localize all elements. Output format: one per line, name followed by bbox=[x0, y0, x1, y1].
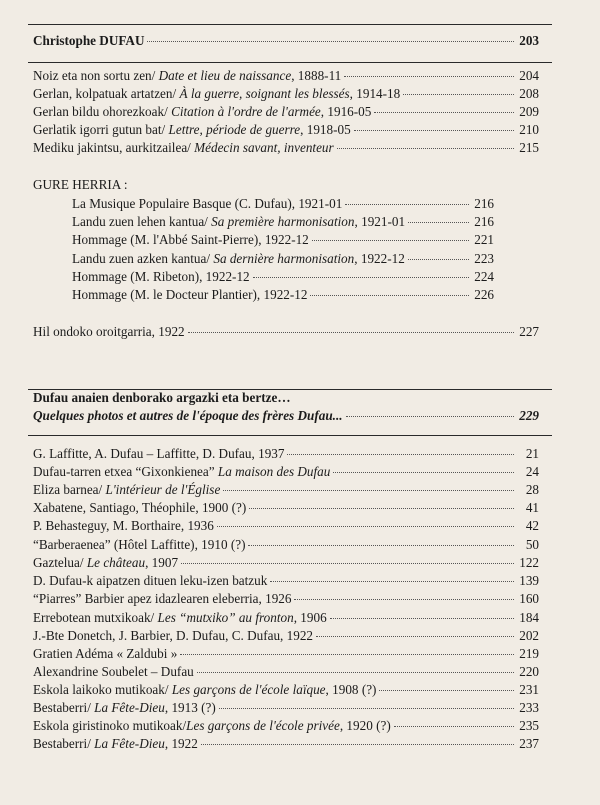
entry-title bbox=[33, 700, 216, 716]
toc-entry bbox=[33, 610, 539, 626]
page-number: 122 bbox=[519, 555, 539, 570]
page-number: 42 bbox=[525, 518, 539, 533]
top-rule bbox=[28, 24, 552, 25]
entry-title-italic: Les garçons de l'école laïque bbox=[171, 682, 326, 697]
entry-title bbox=[33, 610, 327, 626]
section-heading: GURE HERRIA : bbox=[33, 177, 128, 192]
page-number: 235 bbox=[519, 718, 539, 733]
entry-title-text: Hommage (M. l'Abbé Saint-Pierre), 1922-12 bbox=[72, 232, 309, 247]
entry-title-italic: La Fête-Dieu bbox=[94, 736, 165, 751]
entry-title-text: G. Laffitte, A. Dufau – Laffitte, D. Dufau, 1937 bbox=[33, 446, 285, 461]
entry-title-text: “Barberaenea” (Hôtel Laffitte), 1910 (?) bbox=[33, 537, 246, 552]
entry-title-text: Gaztelua/ bbox=[33, 555, 87, 570]
entry-title-italic: Lettre, période de guerre bbox=[168, 122, 301, 137]
dot-leader bbox=[287, 454, 514, 455]
toc-entry bbox=[33, 86, 539, 102]
page-number: 184 bbox=[519, 610, 539, 625]
page-number: 233 bbox=[519, 700, 539, 715]
entry-title-text: Xabatene, Santiago, Théophile, 1900 (?) bbox=[33, 500, 247, 515]
entry-title bbox=[33, 555, 178, 571]
dot-leader bbox=[201, 744, 514, 745]
toc-entry bbox=[33, 718, 539, 734]
dot-leader bbox=[253, 277, 469, 278]
entry-title-italic: La Fête-Dieu bbox=[94, 700, 165, 715]
entry-title-text: Christophe DUFAU bbox=[33, 33, 145, 48]
entry-title bbox=[33, 482, 220, 498]
entry-title bbox=[33, 628, 313, 644]
page-number: 41 bbox=[525, 500, 539, 515]
entry-title-text: Quelques photos et autres de l'époque des frères Dufau... bbox=[33, 408, 343, 423]
entry-title bbox=[33, 573, 267, 589]
dot-leader bbox=[223, 490, 514, 491]
entry-title bbox=[33, 591, 291, 607]
entry-title-text: D. Dufau-k aipatzen dituen leku-izen batzuk bbox=[33, 573, 268, 588]
entry-title-italic: Les “mutxiko” au fronton bbox=[157, 610, 294, 625]
toc-entry bbox=[33, 140, 539, 156]
page-number: 216 bbox=[474, 214, 494, 229]
toc-entry bbox=[33, 68, 539, 84]
dot-leader bbox=[345, 204, 469, 205]
toc-entry bbox=[33, 482, 539, 498]
page-number: 208 bbox=[519, 86, 539, 101]
entry-title-text: Hommage (M. le Docteur Plantier), 1922-12 bbox=[72, 287, 308, 302]
toc-entry bbox=[72, 287, 494, 303]
entry-title-text: , 1916-05 bbox=[320, 104, 372, 119]
entry-title bbox=[33, 518, 214, 534]
dot-leader bbox=[346, 416, 514, 417]
toc-entry bbox=[33, 555, 539, 571]
page-number: 223 bbox=[474, 251, 494, 266]
toc-entry bbox=[72, 196, 494, 212]
page-number: 237 bbox=[519, 736, 539, 751]
entry-title-text: Alexandrine Soubelet – Dufau bbox=[33, 664, 194, 679]
entry-title-text: Bestaberri/ bbox=[33, 700, 95, 715]
dot-leader bbox=[181, 563, 514, 564]
entry-title-text: La Musique Populaire Basque (C. Dufau), 1921-01 bbox=[72, 196, 343, 211]
dot-leader bbox=[337, 148, 514, 149]
entry-title-text: , 1914-18 bbox=[349, 86, 401, 101]
entry-title-text: Gerlan, kolpatuak artatzen/ bbox=[33, 86, 180, 101]
dot-leader bbox=[354, 130, 514, 131]
entry-title bbox=[33, 68, 341, 84]
entry-title-text: , 1922 bbox=[164, 736, 198, 751]
entry-title-text: Errebotean mutxikoak/ bbox=[33, 610, 158, 625]
dot-leader bbox=[394, 726, 514, 727]
toc-entry bbox=[72, 214, 494, 230]
entry-title-text: P. Behasteguy, M. Borthaire, 1936 bbox=[33, 518, 214, 533]
entry-title-text: , 1906 bbox=[293, 610, 327, 625]
entry-title bbox=[33, 718, 391, 734]
toc-entry bbox=[72, 269, 494, 285]
toc-entry bbox=[33, 518, 539, 534]
entry-title bbox=[33, 408, 343, 424]
entry-title-italic: Sa première harmonisation bbox=[211, 214, 355, 229]
page-number: 203 bbox=[519, 33, 539, 48]
page-number: 24 bbox=[525, 464, 539, 479]
entry-title-italic: Sa dernière harmonisation bbox=[213, 251, 355, 266]
page-number: 202 bbox=[519, 628, 539, 643]
entry-title-text: Landu zuen lehen kantua/ bbox=[72, 214, 212, 229]
entry-title-text: “Piarres” Barbier apez idazlearen eleberria, 1926 bbox=[33, 591, 292, 606]
dot-leader bbox=[197, 672, 514, 673]
dot-leader bbox=[248, 545, 514, 546]
dot-leader bbox=[379, 690, 514, 691]
entry-title-text: , 1888-11 bbox=[291, 68, 342, 83]
page-number: 139 bbox=[519, 573, 539, 588]
entry-title bbox=[33, 464, 330, 480]
entry-title-text: Gerlatik igorri gutun bat/ bbox=[33, 122, 169, 137]
entry-title-italic: Date et lieu de naissance bbox=[158, 68, 292, 83]
entry-title-text: Gerlan bildu ohorezkoak/ bbox=[33, 104, 172, 119]
page-number: 227 bbox=[519, 324, 539, 339]
toc-entry bbox=[33, 700, 539, 716]
toc-entry bbox=[33, 324, 539, 340]
entry-title bbox=[33, 122, 351, 138]
entry-title-italic: La maison des Dufau bbox=[217, 464, 331, 479]
entry-title-text: Eskola giristinoko mutikoak/ bbox=[33, 718, 187, 733]
page-number: 210 bbox=[519, 122, 539, 137]
page-number: 215 bbox=[519, 140, 539, 155]
entry-title bbox=[33, 500, 246, 516]
page-number: 224 bbox=[474, 269, 494, 284]
page-number: 231 bbox=[519, 682, 539, 697]
toc-entry bbox=[33, 682, 539, 698]
toc-entry bbox=[33, 500, 539, 516]
page-number: 226 bbox=[474, 287, 494, 302]
dot-leader bbox=[374, 112, 514, 113]
dot-leader bbox=[310, 295, 469, 296]
entry-title bbox=[33, 664, 194, 680]
entry-title-text: , 1922-12 bbox=[354, 251, 405, 266]
dot-leader bbox=[180, 654, 514, 655]
dot-leader bbox=[408, 259, 469, 260]
toc-entry bbox=[33, 464, 539, 480]
dot-leader bbox=[188, 332, 514, 333]
toc-entry bbox=[33, 104, 539, 120]
dot-leader bbox=[408, 222, 469, 223]
entry-title-text: Hommage (M. Ribeton), 1922-12 bbox=[72, 269, 250, 284]
entry-title bbox=[33, 446, 284, 462]
toc-entry bbox=[33, 573, 539, 589]
toc-entry bbox=[33, 591, 539, 607]
entry-title bbox=[72, 269, 250, 285]
page-number: 220 bbox=[519, 664, 539, 679]
entry-title bbox=[33, 140, 334, 156]
entry-title bbox=[72, 287, 307, 303]
entry-title bbox=[72, 214, 405, 230]
entry-title-text: Hil ondoko oroitgarria, 1922 bbox=[33, 324, 185, 339]
entry-title-italic: Les garçons de l'école privée bbox=[186, 718, 340, 733]
entry-title bbox=[72, 251, 405, 267]
entry-title-text: Noiz eta non sortu zen/ bbox=[33, 68, 159, 83]
entry-title bbox=[33, 86, 400, 102]
page-number: 50 bbox=[525, 537, 539, 552]
entry-title bbox=[72, 232, 309, 248]
entry-title bbox=[33, 736, 198, 752]
section-rule-1 bbox=[28, 62, 552, 63]
dot-leader bbox=[249, 508, 514, 509]
entry-title bbox=[33, 104, 371, 120]
toc-entry bbox=[72, 232, 494, 248]
toc-entry bbox=[72, 251, 494, 267]
page-number: 221 bbox=[474, 232, 494, 247]
dot-leader bbox=[294, 599, 514, 600]
entry-title bbox=[33, 646, 177, 662]
entry-title-text: , 1913 (?) bbox=[164, 700, 216, 715]
entry-title-text: , 1921-01 bbox=[354, 214, 406, 229]
entry-title-text: Dufau-tarren etxea “Gixonkienea” bbox=[33, 464, 218, 479]
entry-title-text: , 1908 (?) bbox=[325, 682, 377, 697]
toc-entry bbox=[33, 664, 539, 680]
entry-title-text: , 1920 (?) bbox=[339, 718, 391, 733]
entry-title bbox=[33, 324, 185, 340]
entry-title-text: Eliza barnea/ bbox=[33, 482, 106, 497]
entry-title-text: Mediku jakintsu, aurkitzailea/ bbox=[33, 140, 195, 155]
entry-title-italic: L'intérieur de l'Église bbox=[105, 482, 221, 497]
entry-title-text: J.-Bte Donetch, J. Barbier, D. Dufau, C. Dufau, 1922 bbox=[33, 628, 314, 643]
page-number: 209 bbox=[519, 104, 539, 119]
entry-title-italic: Le château bbox=[86, 555, 146, 570]
dot-leader bbox=[330, 618, 514, 619]
entry-title-text: Gratien Adéma « Zaldubi » bbox=[33, 646, 178, 661]
entry-title bbox=[33, 33, 144, 49]
toc-entry bbox=[33, 33, 539, 49]
dot-leader bbox=[217, 526, 514, 527]
entry-title-text: Bestaberri/ bbox=[33, 736, 95, 751]
entry-title bbox=[33, 537, 245, 553]
entry-title-text: Landu zuen azken kantua/ bbox=[72, 251, 214, 266]
dot-leader bbox=[312, 240, 469, 241]
section-rule-3 bbox=[28, 435, 552, 436]
dot-leader bbox=[333, 472, 514, 473]
toc-entry bbox=[33, 628, 539, 644]
page-number: 216 bbox=[474, 196, 494, 211]
page-number: 229 bbox=[519, 408, 539, 423]
page-number: 219 bbox=[519, 646, 539, 661]
entry-title bbox=[72, 196, 342, 212]
toc-entry bbox=[33, 537, 539, 553]
entry-title-text: , 1907 bbox=[145, 555, 179, 570]
toc-entry bbox=[33, 408, 539, 424]
dot-leader bbox=[344, 76, 514, 77]
toc-entry bbox=[33, 446, 539, 462]
toc-entry bbox=[33, 646, 539, 662]
page-number: 21 bbox=[525, 446, 539, 461]
page-number: 204 bbox=[519, 68, 539, 83]
entry-title-text: Eskola laikoko mutikoak/ bbox=[33, 682, 172, 697]
entry-title-italic: À la guerre, soignant les blessés bbox=[179, 86, 350, 101]
dot-leader bbox=[316, 636, 514, 637]
entry-title-italic: Médecin savant, inventeur bbox=[194, 140, 334, 155]
page-number: 28 bbox=[525, 482, 539, 497]
dot-leader bbox=[270, 581, 514, 582]
dot-leader bbox=[403, 94, 514, 95]
dot-leader bbox=[147, 41, 514, 42]
page-number: 160 bbox=[519, 591, 539, 606]
section-heading: Dufau anaien denborako argazki eta bertze… bbox=[33, 390, 291, 405]
entry-title-italic: Citation à l'ordre de l'armée bbox=[171, 104, 321, 119]
entry-title bbox=[33, 682, 376, 698]
toc-entry bbox=[33, 122, 539, 138]
toc-entry bbox=[33, 736, 539, 752]
dot-leader bbox=[219, 708, 514, 709]
entry-title-text: , 1918-05 bbox=[300, 122, 351, 137]
